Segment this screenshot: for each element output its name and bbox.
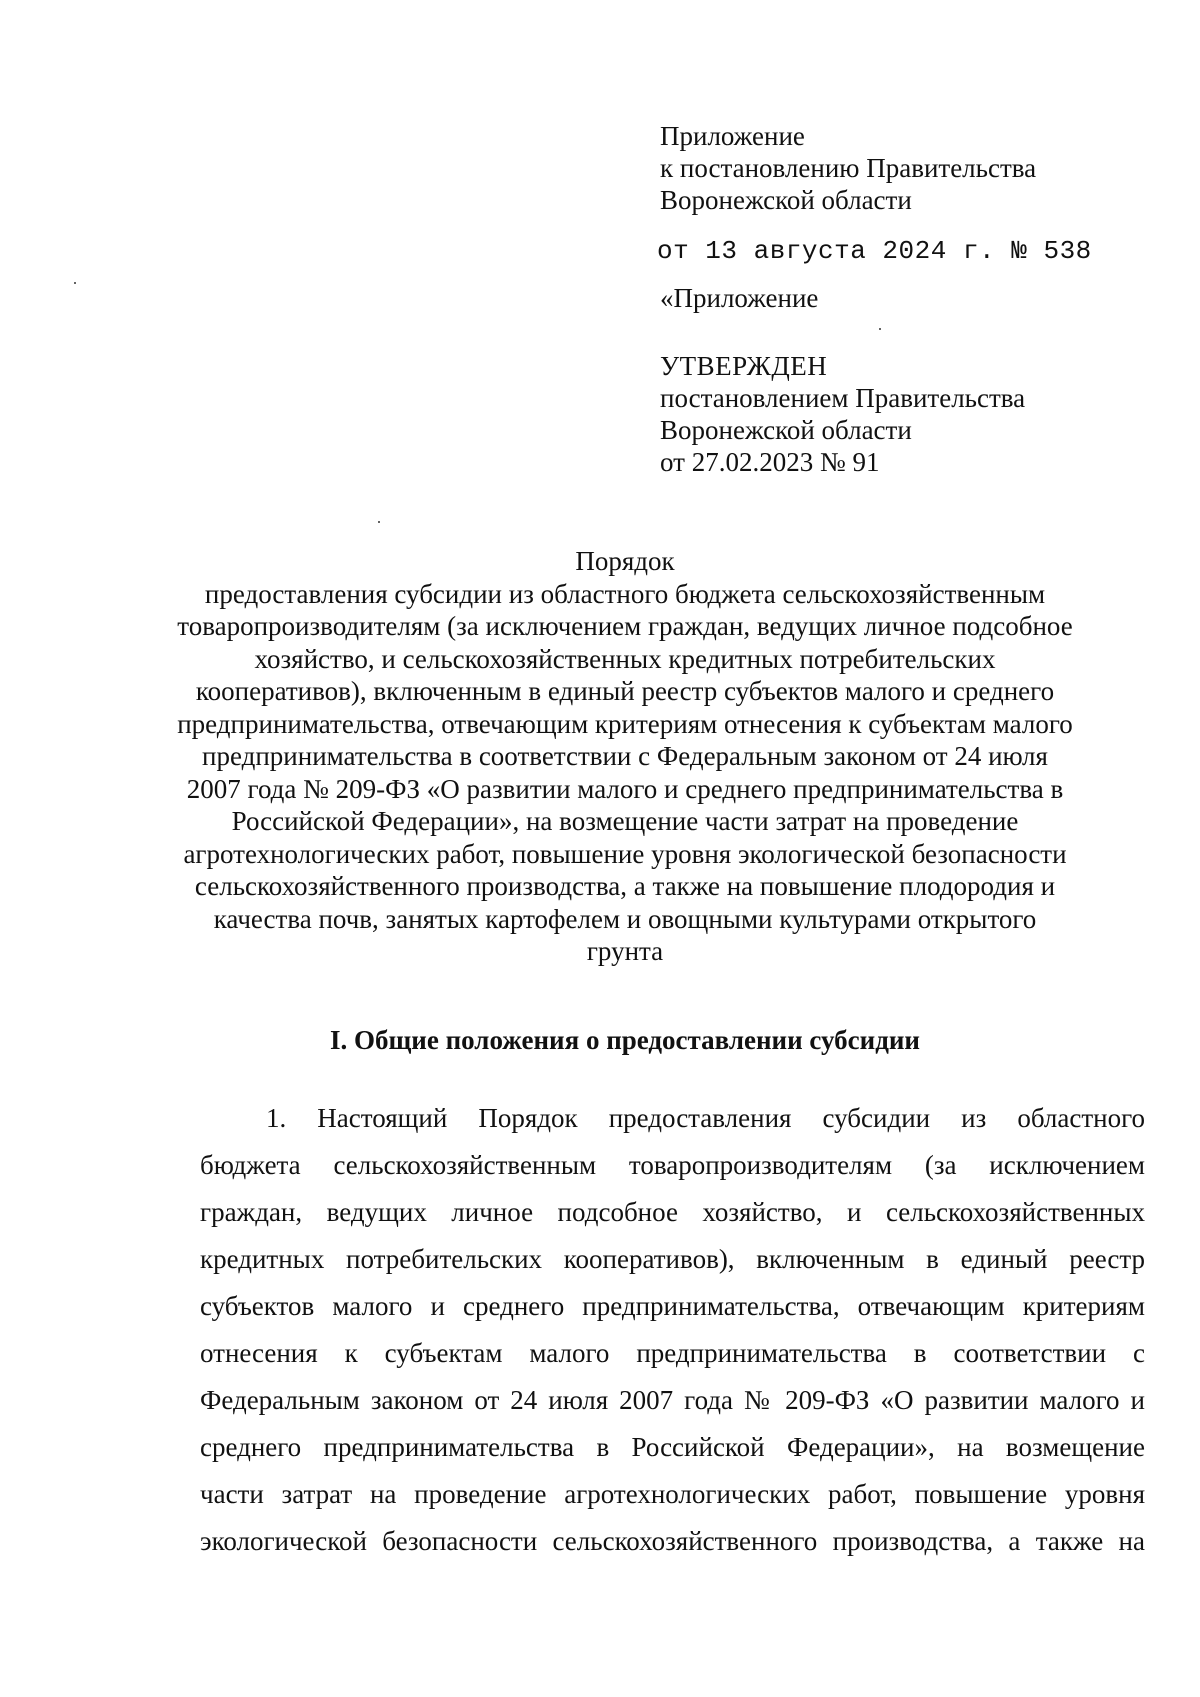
title-line: товаропроизводителям (за исключением граждан, ведущих личное подсобное (177, 611, 1073, 641)
paragraph-line: кредитных потребительских кооперативов), включенным в единый реестр (200, 1244, 1145, 1274)
approval-stamp-block (660, 350, 1025, 478)
scan-speck (74, 282, 76, 284)
scan-speck (879, 328, 881, 330)
resolution-date-number: от 13 августа 2024 г. № 538 (657, 236, 1092, 266)
section-heading: I. Общие положения о предоставлении субсидии (330, 1025, 920, 1055)
word-government: Правительства (866, 153, 1037, 183)
paragraph-line: субъектов малого и среднего предпринимательства, отвечающим критериям (200, 1291, 1145, 1321)
quoted-appendix-label: «Приложение (660, 283, 819, 313)
approved-line-1: постановлением Правительства (660, 383, 1026, 413)
to-resolution-line (660, 152, 1092, 184)
title-line: предоставления субсидии из областного бюджета сельскохозяйственным (204, 578, 1046, 609)
title-line: Порядок (575, 546, 675, 576)
title-line: грунта (586, 936, 664, 966)
title-line: хозяйство, и сельскохозяйственных кредитных потребительских (254, 643, 996, 674)
title-line: предпринимательства, отвечающим критериям отнесения к субъектам малого (177, 708, 1073, 739)
paragraph-line: бюджета сельскохозяйственным товаропроизводителям (за исключением (200, 1150, 1145, 1180)
appendix-header (660, 120, 1120, 216)
approved-line-3: от 27.02.2023 № 91 (660, 447, 880, 477)
paragraph-line: части затрат на проведение агротехнологических работ, повышение уровня (200, 1479, 1145, 1509)
title-line: предпринимательства в соответствии с Федеральным законом от 24 июля (202, 741, 1048, 771)
paragraph-line: Федеральным законом от 24 июля 2007 года № 209-ФЗ «О развитии малого и (200, 1385, 1145, 1415)
title-line: Российской Федерации», на возмещение части затрат на проведение (231, 806, 1019, 836)
paragraph-line: среднего предпринимательства в Российской Федерации», на возмещение (200, 1432, 1145, 1462)
title-line: качества почв, занятых картофелем и овощными культурами открытого (213, 903, 1037, 934)
region-label: Воронежской области (660, 185, 912, 215)
paragraph-line: граждан, ведущих личное подсобное хозяйство, и сельскохозяйственных (200, 1197, 1145, 1227)
word-resolution: постановлению (679, 153, 860, 183)
paragraph-line: отнесения к субъектам малого предпринимательства в соответствии с (200, 1338, 1145, 1368)
appendix-label: Приложение (660, 121, 805, 151)
word-k: к (660, 153, 674, 183)
approved-line-2: Воронежской области (660, 415, 912, 445)
paragraph-1 (200, 1095, 1145, 1565)
title-line: 2007 года № 209-ФЗ «О развитии малого и среднего предпринимательства в (186, 773, 1064, 804)
document-title (160, 545, 1090, 968)
paragraph-line: 1. Настоящий Порядок предоставления субсидии из областного (266, 1103, 1145, 1133)
title-line: кооперативов), включенным в единый реестр субъектов малого и среднего (195, 676, 1055, 706)
paragraph-line: экологической безопасности сельскохозяйственного производства, а также на (200, 1526, 1145, 1556)
title-line: агротехнологических работ, повышение уровня экологической безопасности (183, 838, 1067, 869)
title-line: сельскохозяйственного производства, а также на повышение плодородия и (194, 871, 1056, 901)
scan-speck (378, 521, 380, 523)
approved-title: УТВЕРЖДЕН (660, 351, 828, 381)
